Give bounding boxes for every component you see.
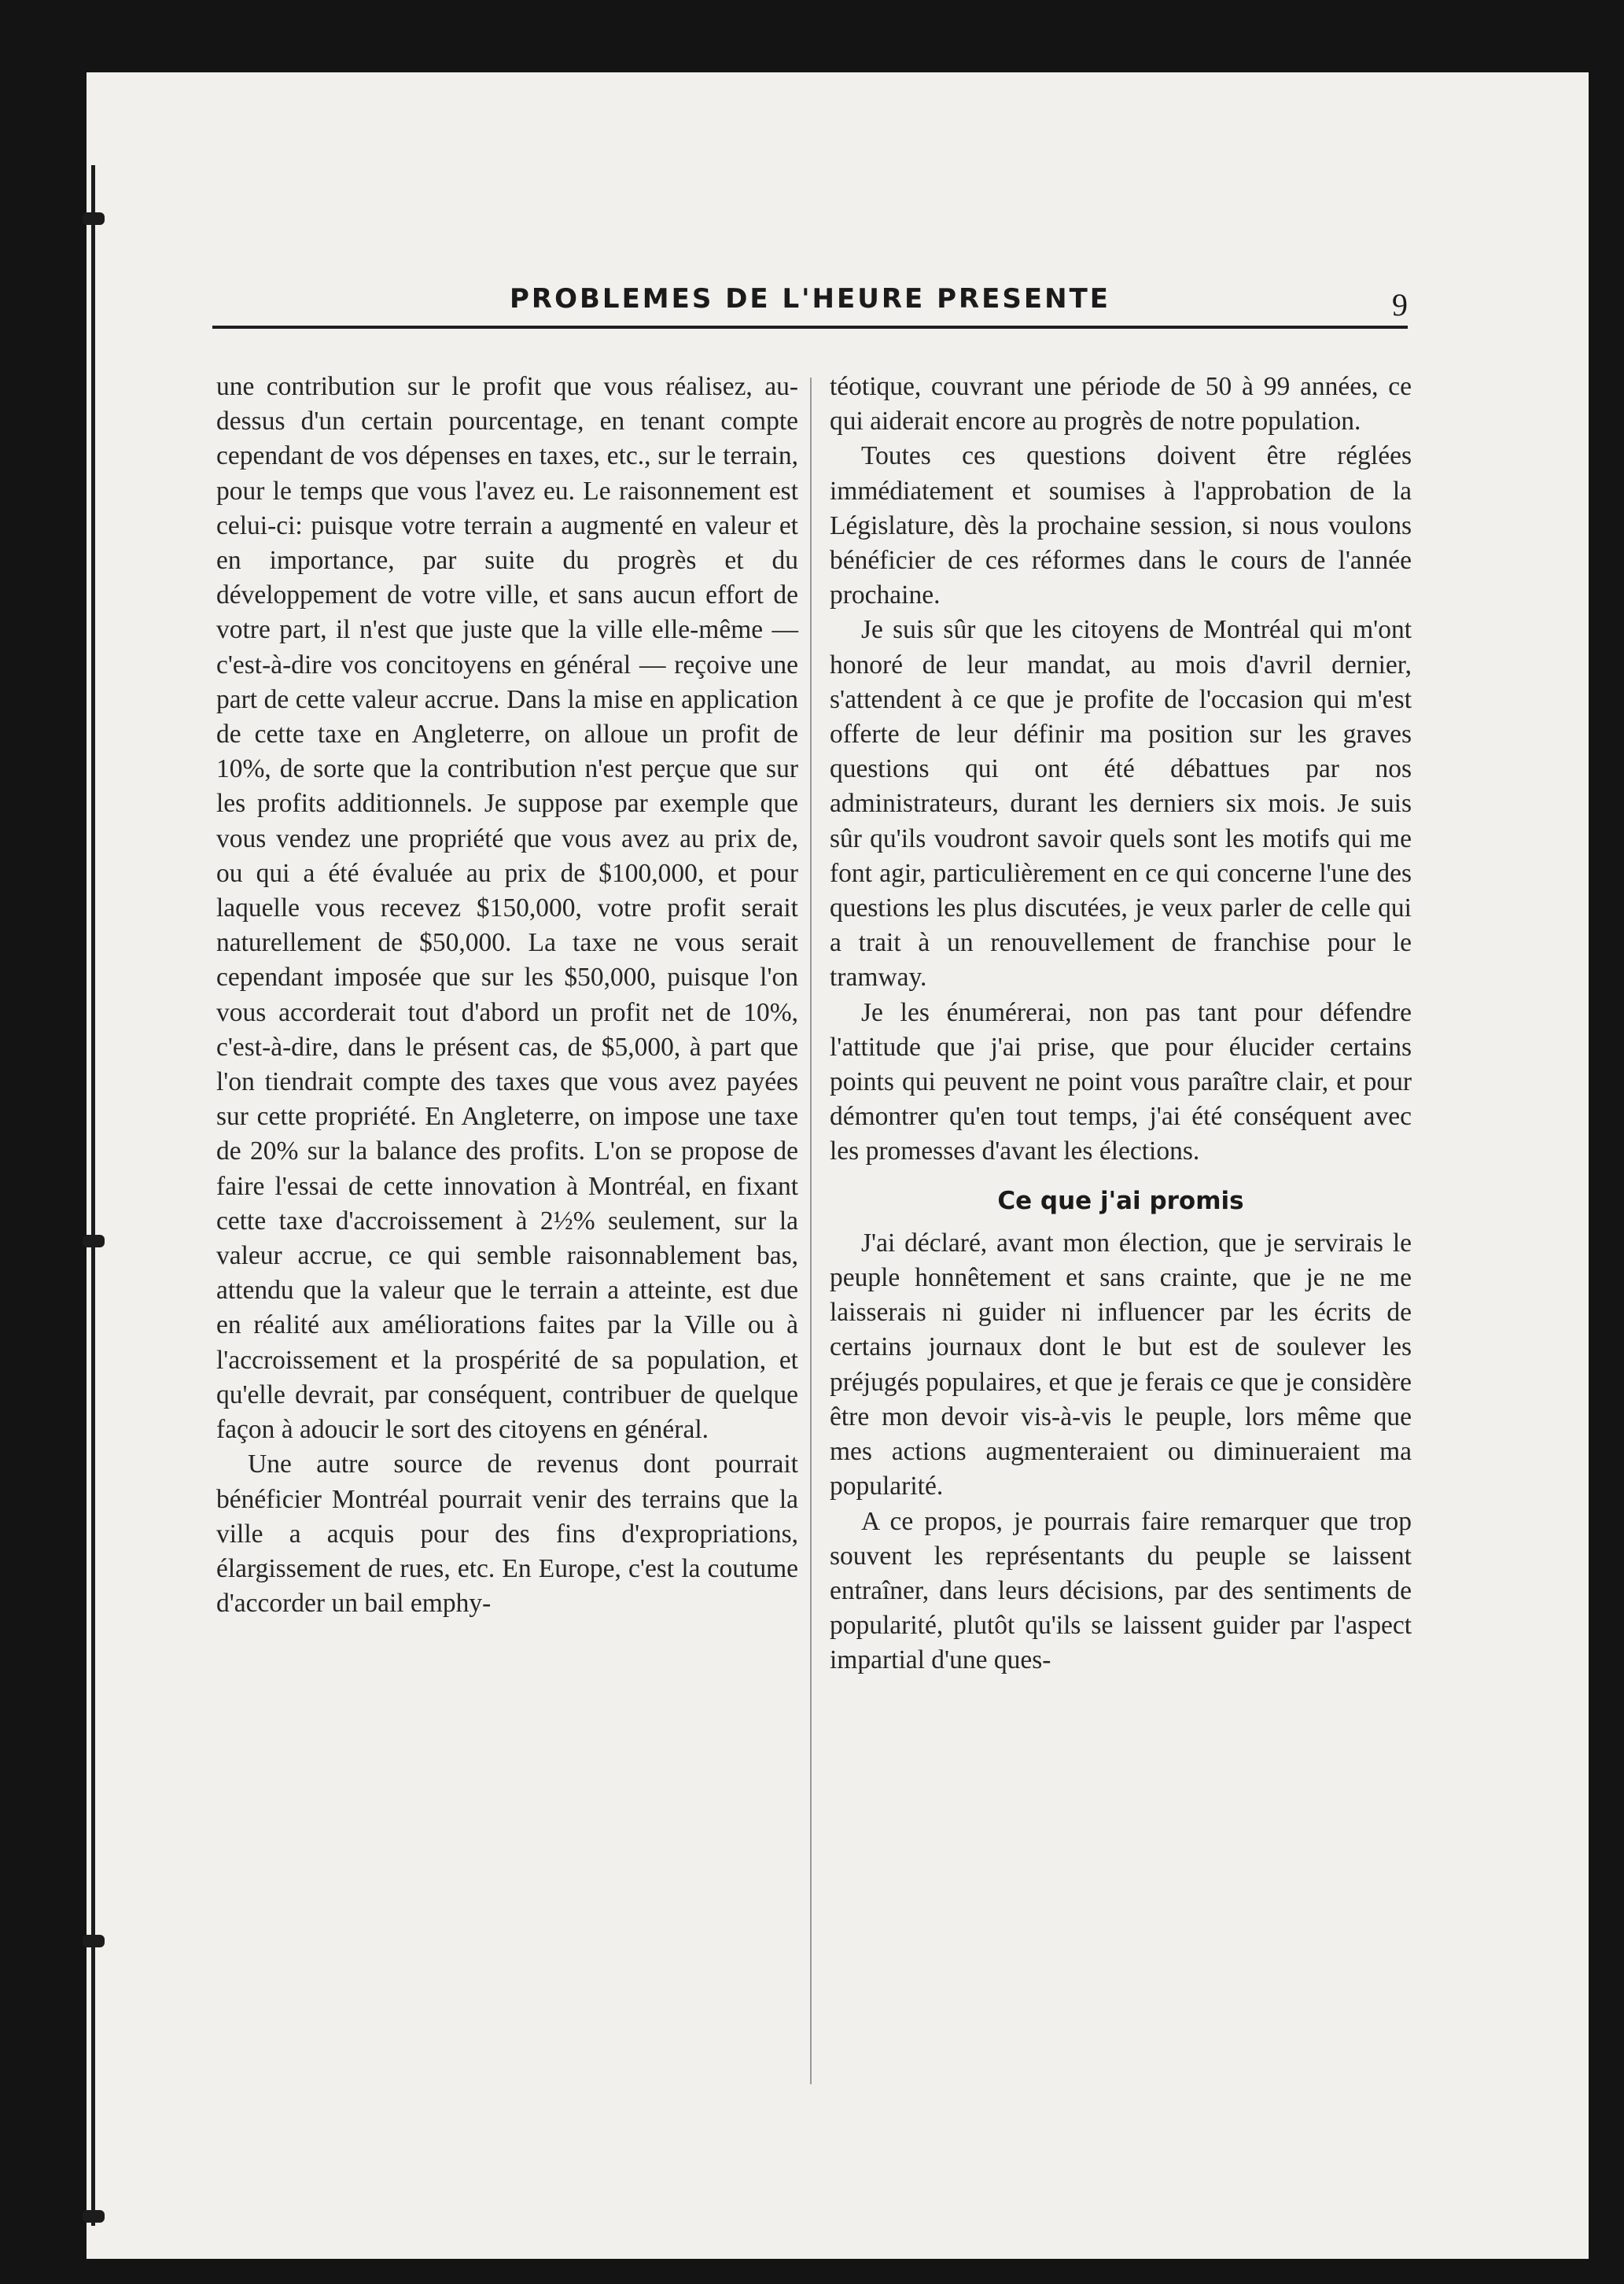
- binding-stitch: [83, 2210, 105, 2223]
- paragraph: Toutes ces questions doivent être réglées immédiatement et soumises à l'approbation de la Législature, dès la prochaine session, si nous voulons bénéficier de ces réformes dans le cours de l'année prochaine.: [830, 441, 1412, 610]
- paragraph: téotique, couvrant une période de 50 à 99 années, ce qui aiderait encore au progrès de notre population.: [830, 372, 1412, 437]
- paragraph: une contribution sur le profit que vous réalisez, au-dessus d'un certain pourcentage, en tenant compte cependant de vos dépenses en taxes, etc., sur le terrain, pour le temps que vous l'avez eu. Le raisonnement est celui-ci: puisque votre terrain a augmenté en valeur et en importance, par suite du progrès et du développement de votre ville, et sans aucun effort de votre part, il n'est que juste que la ville elle-même — c'est-à-dire vos concitoyens en général — reçoive une part de cette valeur accrue. Dans la mise en application de cette taxe en Angleterre, on alloue un profit de 10%, de sorte que la contribution n'est perçue que sur les profits additionnels. Je suppose par exemple que vous vendez une propriété que vous avez au prix de, ou qui a été évaluée au prix de $100,000, et pour laquelle vous recevez $150,000, votre profit serait naturellement de $50,000. La taxe ne vous serait cependant imposée que sur les $50,000, puisque l'on vous accorderait tout d'abord un profit net de 10%, c'est-à-dire, dans le présent cas, de $5,000, à part que l'on tiendrait compte des taxes que vous avez payées sur cette propriété. En Angleterre, on impose une taxe de 20% sur la balance des profits. L'on se propose de faire l'essai de cette innovation à Montréal, en fixant cette taxe d'accroissement à 2½% seulement, sur la valeur accrue, ce qui semble raisonnablement bas, attendu que la valeur que le terrain a atteinte, est due en réalité aux améliorations faites par la Ville ou à l'accroissement et la prospérité de sa population, et qu'elle devrait, par conséquent, contribuer de quelque façon à adoucir le sort des citoyens en général.: [216, 372, 798, 1445]
- running-header: [212, 275, 1408, 329]
- running-title: PROBLEMES DE L'HEURE PRESENTE: [510, 283, 1110, 315]
- binding-edge: [91, 165, 95, 2226]
- binding-stitch: [83, 1235, 105, 1247]
- binding-stitch: [83, 1935, 105, 1947]
- left-column: [216, 370, 798, 1621]
- paragraph: Je suis sûr que les citoyens de Montréal qui m'ont honoré de leur mandat, au mois d'avril dernier, s'attendent à ce que je profite de l'occasion qui m'est offerte de leur définir ma position sur les graves questions qui ont été débattues par nos administrateurs, durant les derniers six mois. Je suis sûr qu'ils voudront savoir quels sont les motifs qui me font agir, particulièrement en ce qui concerne l'une des questions les plus discutées, je veux parler de celle qui a trait à un renouvellement de franchise pour le tramway.: [830, 615, 1412, 993]
- paragraph: Je les énumérerai, non pas tant pour défendre l'attitude que j'ai prise, que pour élucider certains points qui peuvent ne point vous paraître clair, et pour démontrer qu'en tout temps, j'ai été conséquent avec les promesses d'avant les élections.: [830, 997, 1412, 1166]
- column-divider: [810, 378, 812, 2084]
- page-number: 9: [1392, 287, 1408, 322]
- section-heading: Ce que j'ai promis: [997, 1186, 1244, 1215]
- paragraph: A ce propos, je pourrais faire remarquer que trop souvent les représentants du peuple se laissent entraîner, dans leurs décisions, par des sentiments de popularité, plutôt qu'ils se laissent guider par l'aspect impartial d'une ques-: [830, 1506, 1412, 1675]
- paragraph: Une autre source de revenus dont pourrait bénéficier Montréal pourrait venir des terrains que la ville a acquis pour des fins d'expropriations, élargissement de rues, etc. En Europe, c'est la coutume d'accorder un bail emphy-: [216, 1450, 798, 1619]
- right-column: [830, 370, 1412, 1678]
- binding-stitch: [83, 212, 105, 225]
- paragraph: J'ai déclaré, avant mon élection, que je servirais le peuple honnêtement et sans crainte, que je ne me laisserais ni guider ni influencer par les écrits de certains journaux dont le but est de soulever les préjugés populaires, et que je ferais ce que je considère être mon devoir vis-à-vis le peuple, lors même que mes actions augmenteraient ou diminueraient ma popularité.: [830, 1228, 1412, 1501]
